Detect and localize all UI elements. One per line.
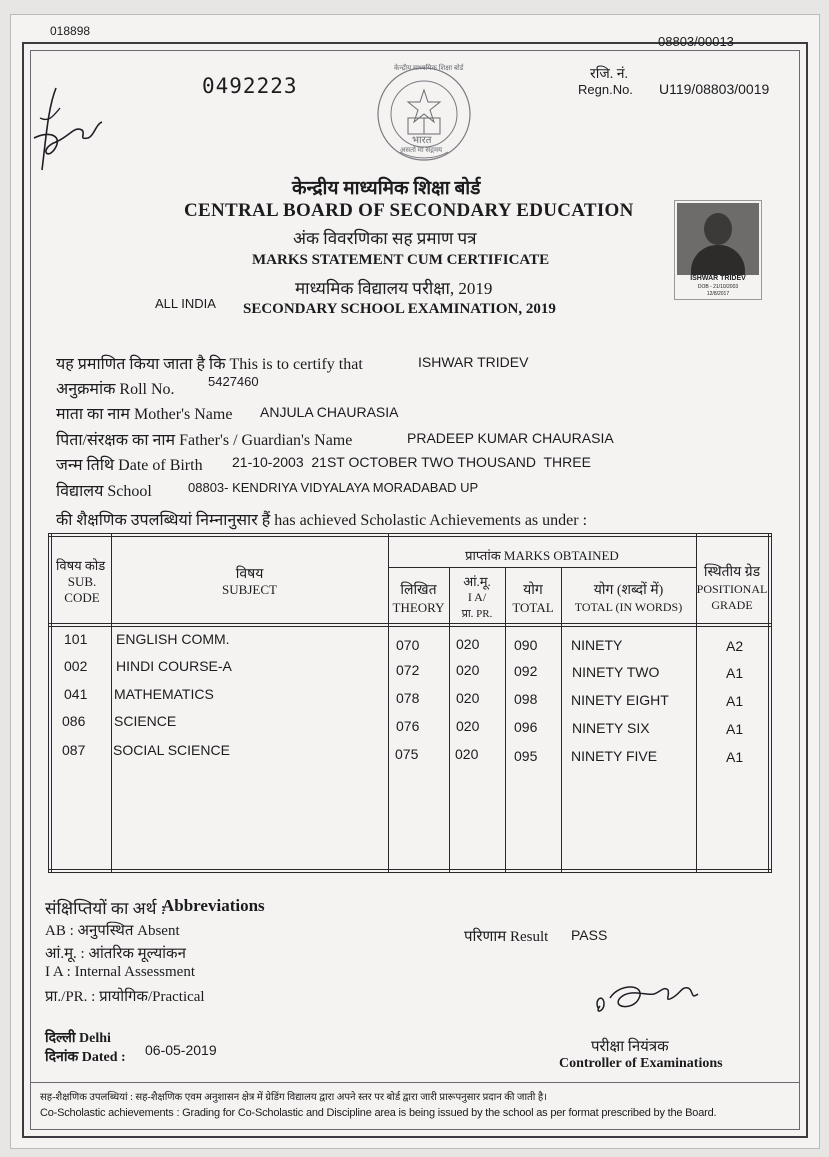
ia-marks: 020 — [456, 690, 480, 706]
signature-initials — [26, 78, 106, 178]
theory-marks: 078 — [396, 690, 420, 706]
document-title-hindi: अंक विवरणिका सह प्रमाण पत्र — [293, 229, 477, 248]
header-code-hindi: विषय कोड — [56, 558, 106, 573]
theory-marks: 072 — [396, 662, 420, 678]
header-ia: I A/ — [467, 590, 487, 604]
mother-label: माता का नाम Mother's Name — [56, 406, 233, 423]
subject-name: HINDI COURSE-A — [116, 658, 232, 674]
header-grade-2: GRADE — [711, 598, 753, 612]
subject-code: 041 — [64, 686, 88, 702]
total-in-words: NINETY FIVE — [571, 748, 658, 764]
photo-caption-dob: DOB - 21/10/2003 — [697, 284, 739, 290]
school-label: विद्यालय School — [56, 483, 152, 500]
certify-label: यह प्रमाणित किया जाता है कि This is to certify that — [56, 356, 363, 373]
total-in-words: NINETY — [571, 637, 623, 653]
mother-name: ANJULA CHAURASIA — [260, 404, 399, 420]
subject-code: 087 — [62, 742, 86, 758]
board-name-hindi: केन्द्रीय माध्यमिक शिक्षा बोर्ड — [292, 178, 481, 199]
positional-grade: A1 — [726, 721, 744, 737]
date-of-birth: 21-10-2003 21ST OCTOBER TWO THOUSAND THREE — [232, 454, 591, 470]
photo-caption-date: 12/8/2017 — [706, 291, 730, 297]
total-marks: 098 — [514, 691, 538, 707]
serial-right: 08803/00013 — [658, 34, 734, 49]
theory-marks: 075 — [395, 746, 419, 762]
cbse-logo — [370, 60, 478, 172]
exam-title: SECONDARY SCHOOL EXAMINATION, 2019 — [243, 301, 556, 317]
header-marks-obtained: प्राप्तांक MARKS OBTAINED — [465, 548, 619, 563]
abbr-practical: प्रा./PR. : प्रायोगिक/Practical — [45, 989, 205, 1005]
controller-title-hindi: परीक्षा नियंत्रक — [591, 1039, 669, 1055]
header-theory-hindi: लिखित — [400, 583, 437, 598]
all-india-label: ALL INDIA — [155, 296, 216, 311]
father-name: PRADEEP KUMAR CHAURASIA — [407, 430, 614, 446]
logo-country: भारत — [412, 135, 432, 146]
ia-marks: 020 — [456, 662, 480, 678]
regn-label-hindi: रजि. नं. — [590, 67, 629, 82]
issue-date: 06-05-2019 — [145, 1042, 217, 1058]
result-label: परिणाम Result — [464, 929, 549, 945]
result-value: PASS — [571, 927, 608, 943]
positional-grade: A2 — [726, 638, 744, 654]
regn-number: U119/08803/0019 — [659, 81, 770, 97]
header-code-2: CODE — [64, 590, 100, 605]
certificate-number: 0492223 — [202, 74, 298, 98]
roll-number: 5427460 — [208, 374, 259, 389]
header-words: TOTAL (IN WORDS) — [574, 600, 683, 614]
header-subject-hindi: विषय — [235, 567, 264, 582]
dated-label: दिनांक Dated : — [45, 1050, 126, 1065]
header-grade-1: POSITIONAL — [696, 582, 768, 596]
positional-grade: A1 — [726, 693, 744, 709]
total-marks: 090 — [514, 637, 538, 653]
logo-motto: असतो मा सद्गमय — [400, 146, 443, 154]
student-name: ISHWAR TRIDEV — [418, 354, 529, 370]
subject-name: MATHEMATICS — [114, 686, 214, 702]
achievements-intro: की शैक्षणिक उपलब्धियां निम्नानुसार हैं has achieved Scholastic Achievements as under : — [56, 512, 588, 529]
header-subject: SUBJECT — [222, 582, 277, 597]
student-photo — [674, 200, 762, 300]
serial-left: 018898 — [50, 24, 91, 38]
theory-marks: 076 — [396, 718, 420, 734]
controller-title: Controller of Examinations — [559, 1056, 723, 1071]
abbr-ia-hindi: आं.मू. : आंतरिक मूल्यांकन — [45, 946, 186, 962]
subject-code: 086 — [62, 713, 86, 729]
subject-name: SOCIAL SCIENCE — [113, 742, 230, 758]
total-in-words: NINETY TWO — [572, 664, 660, 680]
dob-label: जन्म तिथि Date of Birth — [56, 457, 203, 474]
photo-image — [677, 203, 759, 275]
exam-title-hindi: माध्यमिक विद्यालय परीक्षा, 2019 — [295, 279, 493, 298]
roll-label: अनुक्रमांक Roll No. — [56, 381, 175, 398]
ia-marks: 020 — [456, 718, 480, 734]
footer-note: Co-Scholastic achievements : Grading for Co-Scholastic and Discipline area is being issued by the school as per format prescribed by the Board. — [40, 1107, 717, 1119]
logo-ring-text: केन्द्रीय माध्यमिक शिक्षा बोर्ड — [394, 64, 464, 72]
abbr-internal-assessment: I A : Internal Assessment — [45, 964, 195, 980]
regn-label: Regn.No. — [578, 82, 633, 97]
school-name: 08803- KENDRIYA VIDYALAYA MORADABAD UP — [188, 480, 479, 495]
header-grade-hindi: स्थितीय ग्रेड — [703, 565, 761, 580]
header-total: TOTAL — [512, 600, 554, 615]
positional-grade: A1 — [726, 665, 744, 681]
header-words-hindi: योग (शब्दों में) — [593, 583, 664, 598]
controller-signature — [590, 978, 710, 1028]
photo-caption-name: ISHWAR TRIDEV — [690, 275, 746, 282]
total-in-words: NINETY SIX — [572, 720, 650, 736]
total-marks: 092 — [514, 663, 538, 679]
header-total-hindi: योग — [523, 583, 543, 598]
header-pr: प्रा. PR. — [461, 608, 493, 620]
abbreviations-title-hindi: संक्षिप्तियों का अर्थ : — [45, 899, 166, 918]
board-name: CENTRAL BOARD OF SECONDARY EDUCATION — [184, 200, 634, 221]
abbr-absent: AB : अनुपस्थित Absent — [45, 923, 180, 939]
total-marks: 096 — [514, 719, 538, 735]
header-code-1: SUB. — [67, 574, 97, 589]
total-marks: 095 — [514, 748, 538, 764]
total-in-words: NINETY EIGHT — [571, 692, 669, 708]
subject-name: SCIENCE — [114, 713, 177, 729]
subject-code: 101 — [64, 631, 88, 647]
ia-marks: 020 — [456, 636, 480, 652]
subject-name: ENGLISH COMM. — [116, 631, 230, 647]
positional-grade: A1 — [726, 749, 744, 765]
header-ia-hindi: आं.मू. — [463, 574, 491, 589]
footer-note-hindi: सह-शैक्षणिक उपलब्धियां : सह-शैक्षणिक एवम अनुशासन क्षेत्र में ग्रेडिंग विद्यालय द्वारा अपने स्तर पर बोर्ड द्वारा जारी प्रारूपनुसार प्रदान की जाती है। — [40, 1092, 547, 1103]
father-label: पिता/संरक्षक का नाम Father's / Guardian's Name — [56, 432, 353, 449]
abbreviations-title: Abbreviations — [162, 896, 265, 915]
ia-marks: 020 — [455, 746, 479, 762]
header-theory: THEORY — [392, 600, 445, 615]
subject-code: 002 — [64, 658, 88, 674]
place: दिल्ली Delhi — [45, 1031, 111, 1046]
document-title: MARKS STATEMENT CUM CERTIFICATE — [252, 252, 550, 268]
theory-marks: 070 — [396, 637, 420, 653]
